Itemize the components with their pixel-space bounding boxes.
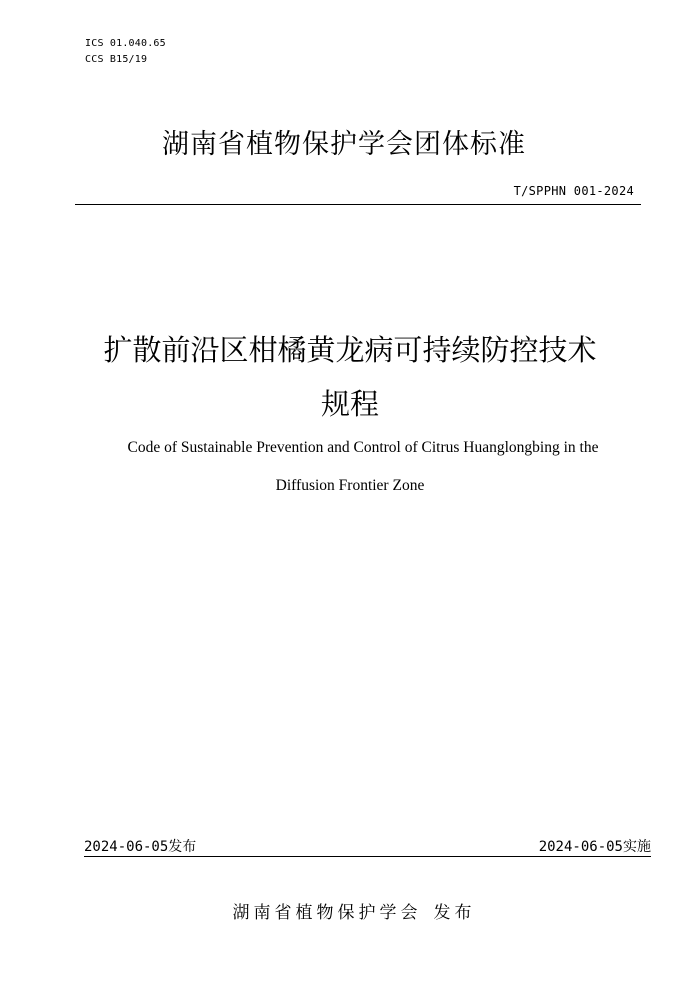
- release-date: 2024-06-05: [84, 839, 169, 855]
- document-title-line-2: 规程: [320, 387, 379, 421]
- ics-code: ICS 01.040.65: [85, 38, 166, 49]
- society-standard-title: 湖南省植物保护学会团体标准: [162, 129, 526, 160]
- ccs-code: CCS B15/19: [85, 54, 148, 65]
- english-title-line-2: Diffusion Frontier Zone: [275, 477, 425, 494]
- standard-number: T/SPPHN 001-2024: [513, 184, 634, 198]
- header-divider: [75, 204, 641, 205]
- implement-date-block: [539, 838, 651, 857]
- publisher-action: 发布: [433, 903, 476, 923]
- implement-date: 2024-06-05: [538, 839, 623, 855]
- release-date-block: [84, 838, 196, 857]
- publisher-block: [0, 901, 700, 925]
- footer-divider: [84, 856, 651, 857]
- implement-label: 实施: [623, 839, 651, 855]
- document-title-line-1: 扩散前沿区柑橘黄龙病可持续防控技术: [103, 333, 597, 367]
- english-title-line-1: Code of Sustainable Prevention and Control of Citrus Huanglongbing in the: [127, 439, 599, 456]
- release-label: 发布: [168, 839, 197, 855]
- publisher-name: 湖南省植物保护学会: [232, 903, 422, 923]
